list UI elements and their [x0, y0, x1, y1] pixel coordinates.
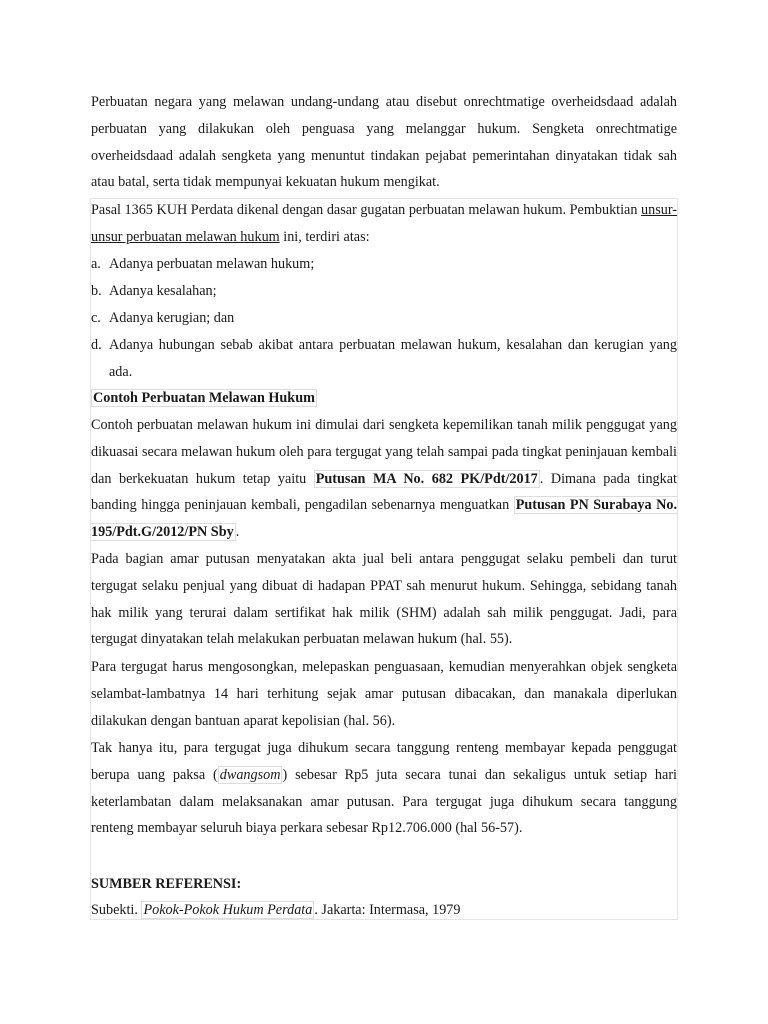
list-text: Adanya kesalahan;	[109, 283, 217, 299]
contoh-text-3: .	[235, 524, 240, 541]
list-item	[91, 332, 677, 386]
sumber-title: Pokok-Pokok Hukum Perdata	[143, 902, 313, 918]
content-block	[90, 198, 678, 920]
list-item	[91, 278, 677, 305]
pasal-paragraph	[91, 197, 677, 251]
dihukum-text-1: Tak hanya itu, para tergugat juga dihukum secara tanggung renteng membayar kepada penggugat berupa uang paksa (	[91, 740, 677, 783]
pasal-text-after: ini, terdiri atas:	[279, 228, 370, 245]
list-marker: d.	[91, 337, 102, 353]
unsur-link[interactable]: unsur-unsur perbuatan melawan hukum	[91, 202, 677, 245]
list-item	[91, 251, 677, 278]
list-item	[91, 305, 677, 332]
dwangsom-term: dwangsom	[219, 766, 281, 783]
contoh-paragraph	[91, 412, 677, 546]
sumber-publisher: . Jakarta: Intermasa, 1979	[314, 902, 461, 918]
contoh-text-2: . Dimana pada tingkat banding hingga peninjauan kembali, pengadilan sebenarnya menguatkan	[91, 470, 677, 514]
section-heading-paragraph	[91, 385, 677, 412]
kosong-paragraph: Para tergugat harus mengosongkan, melepaskan penguasaan, kemudian menyerahkan objek sengketa selambat-lambatnya 14 hari terhitung sejak amar putusan dibacakan, dan manakala diperlukan dilakukan dengan bantuan aparat kepolisian (hal. 56).	[91, 659, 677, 729]
contoh-text-1: Contoh perbuatan melawan hukum ini dimulai dari sengketa kepemilikan tanah milik penggugat yang dikuasai secara melawan hukum oleh para tergugat yang telah sampai pada tingkat peninjauan kembali dan berkekuatan hukum tetap yaitu	[91, 417, 677, 487]
pasal-text-before: Pasal 1365 KUH Perdata dikenal dengan dasar gugatan perbuatan melawan hukum. Pembuktian	[91, 202, 642, 218]
putusan-pn-ref: Putusan PN Surabaya No. 195/Pdt.G/2012/PN Sby	[91, 497, 677, 541]
section-heading: Contoh Perbuatan Melawan Hukum	[93, 390, 315, 406]
list-marker: a.	[91, 256, 101, 272]
list-marker: b.	[91, 283, 102, 299]
amar-paragraph: Pada bagian amar putusan menyatakan akta jual beli antara penggugat selaku pembeli dan turut tergugat selaku penjual yang dibuat di hadapan PPAT sah menurut hukum. Sehingga, sebidang tanah hak milik yang terurai dalam sertifikat hak milik (SHM) adalah sah milik penggugat. Jadi, para tergugat dinyatakan telah melakukan perbuatan melawan hukum (hal. 55).	[91, 551, 677, 648]
sumber-author: Subekti.	[91, 902, 142, 918]
list-text: Adanya perbuatan melawan hukum;	[109, 256, 315, 272]
sumber-entry	[91, 897, 677, 924]
dihukum-text-2: ) sebesar Rp5 juta secara tunai dan sekaligus untuk setiap hari keterlambatan dalam melaksanakan amar putusan. Para tergugat juga dihukum secara tanggung renteng membayar seluruh biaya perkara sebesar Rp12.706.000 (hal 56-57).	[91, 766, 677, 837]
putusan-ma-ref: Putusan MA No. 682 PK/Pdt/2017	[315, 470, 538, 487]
list-text: Adanya kerugian; dan	[109, 310, 235, 326]
list-text: Adanya hubungan sebab akibat antara perbuatan melawan hukum, kesalahan dan kerugian yang ada.	[109, 337, 677, 380]
list-marker: c.	[91, 310, 101, 326]
sumber-heading: SUMBER REFERENSI:	[91, 876, 242, 892]
dihukum-paragraph	[91, 735, 677, 842]
intro-paragraph: Perbuatan negara yang melawan undang-undang atau disebut onrechtmatige overheidsdaad adalah perbuatan yang dilakukan oleh penguasa yang melanggar hukum. Sengketa onrechtmatige overheidsdaad adalah sengketa yang menuntut tindakan pejabat pemerintahan dinyatakan tidak sah atau batal, serta tidak mempunyai kekuatan hukum mengikat.	[91, 94, 677, 191]
